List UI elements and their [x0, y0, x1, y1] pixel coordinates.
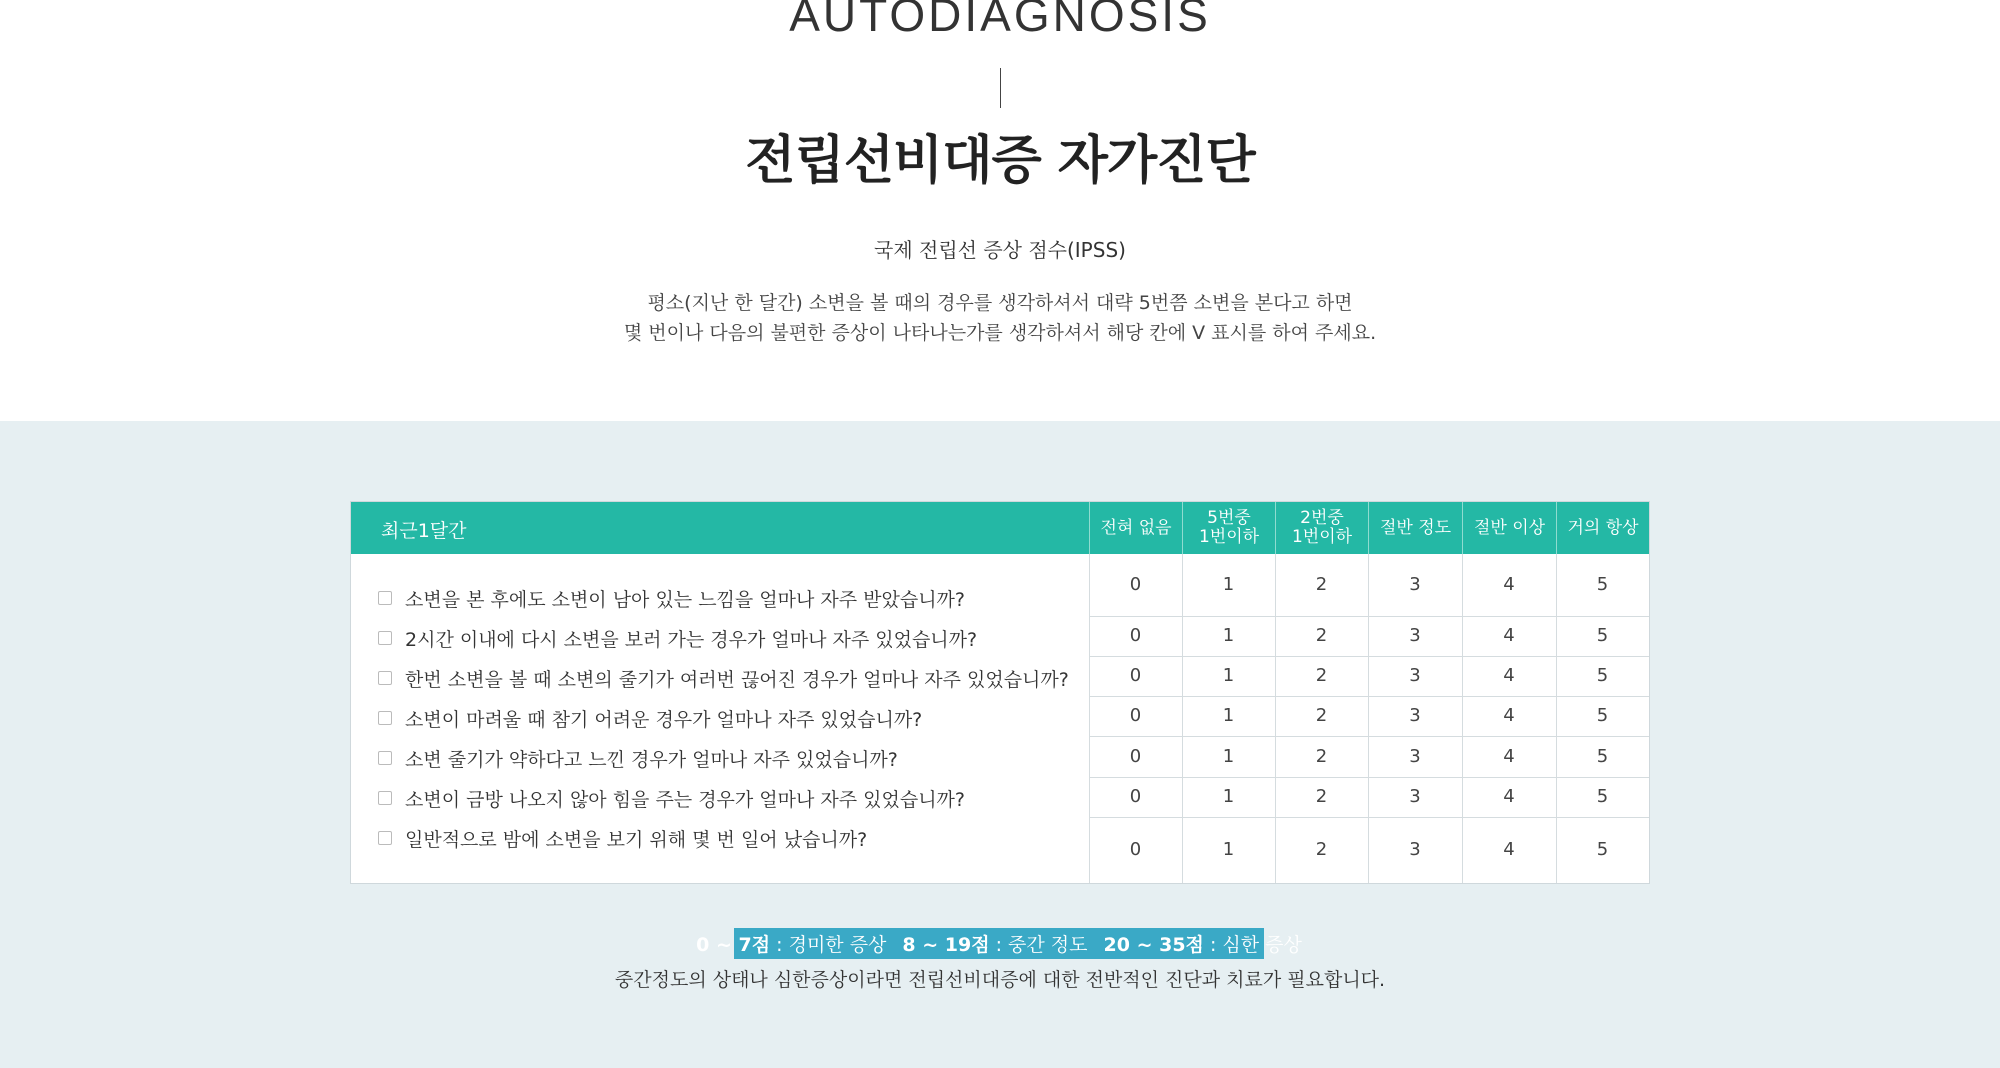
question-checkbox[interactable]: [378, 751, 392, 765]
question-item[interactable]: [378, 623, 977, 653]
score-option[interactable]: 0: [1129, 574, 1142, 595]
legend-mild-range: 0 ~ 7점: [696, 934, 771, 956]
score-option[interactable]: 4: [1503, 745, 1515, 767]
score-option[interactable]: 2: [1315, 625, 1328, 646]
column-header-1: [1182, 502, 1275, 554]
score-option[interactable]: 3: [1409, 665, 1421, 686]
column-header-line1: 절반 정도: [1379, 517, 1452, 538]
score-option[interactable]: 0: [1129, 839, 1142, 860]
column-header-line1: 절반 이상: [1473, 517, 1546, 538]
intro-section: [0, 0, 2000, 421]
question-item[interactable]: [378, 583, 965, 613]
score-option[interactable]: 3: [1409, 839, 1421, 860]
score-option[interactable]: 1: [1222, 625, 1235, 646]
grid-row-line: [1089, 736, 1649, 737]
score-option[interactable]: 2: [1315, 839, 1328, 860]
column-header-5: [1556, 502, 1649, 554]
question-text: 소변을 본 후에도 소변이 남아 있는 느낌을 얼마나 자주 받았습니까?: [405, 588, 965, 611]
column-header-line1: 전혀 없음: [1100, 517, 1172, 538]
question-text: 2시간 이내에 다시 소변을 보러 가는 경우가 얼마나 자주 있었습니까?: [405, 628, 978, 651]
score-option[interactable]: 5: [1596, 665, 1609, 686]
question-item[interactable]: [378, 743, 898, 773]
column-header-label: [1567, 519, 1638, 538]
question-checkbox[interactable]: [378, 791, 392, 805]
question-text: 한번 소변을 볼 때 소변의 줄기가 여러번 끊어진 경우가 얼마나 자주 있었습니까?: [405, 668, 1069, 691]
instructions: [0, 288, 2000, 348]
question-checkbox[interactable]: [378, 631, 392, 645]
question-checkbox[interactable]: [378, 831, 392, 845]
question-checkbox[interactable]: [378, 671, 392, 685]
question-item[interactable]: [378, 663, 1069, 693]
score-option[interactable]: 4: [1503, 705, 1515, 726]
question-text: 소변이 마려울 때 참기 어려운 경우가 얼마나 자주 있었습니까?: [405, 708, 923, 731]
question-list: [351, 554, 1089, 883]
question-text: 소변 줄기가 약하다고 느낀 경우가 얼마나 자주 있었습니까?: [405, 748, 898, 771]
question-item[interactable]: [378, 783, 965, 813]
grid-row-line: [1089, 777, 1649, 778]
score-option[interactable]: 2: [1315, 574, 1328, 595]
score-option[interactable]: 2: [1315, 705, 1328, 726]
score-option[interactable]: 1: [1222, 665, 1235, 686]
score-option[interactable]: 5: [1596, 839, 1609, 860]
legend-severe: [1104, 930, 1302, 957]
divider-line: [1000, 68, 1001, 108]
grid-row-line: [1089, 656, 1649, 657]
column-header-label: [1474, 519, 1545, 538]
ipss-survey-table: [350, 501, 1650, 884]
score-option[interactable]: 2: [1315, 745, 1328, 767]
score-option[interactable]: 1: [1222, 839, 1235, 860]
score-option[interactable]: 0: [1129, 786, 1142, 807]
score-option[interactable]: 0: [1129, 745, 1142, 767]
column-header-line1: 거의 항상: [1567, 517, 1639, 538]
legend-mild: [696, 930, 886, 957]
score-option[interactable]: 5: [1596, 574, 1609, 595]
column-header-label: [1380, 519, 1451, 538]
question-text: 소변이 금방 나오지 않아 힘을 주는 경우가 얼마나 자주 있었습니까?: [405, 788, 965, 811]
page-title: 전립선비대증 자가진단: [745, 131, 1255, 191]
score-option[interactable]: 1: [1222, 574, 1235, 595]
score-option[interactable]: 3: [1409, 786, 1421, 807]
score-option[interactable]: 4: [1503, 786, 1515, 807]
legend-moderate-desc: : 중간 정도: [989, 934, 1088, 956]
score-option[interactable]: 5: [1596, 705, 1609, 726]
legend-footnote: 중간정도의 상태나 심한증상이라면 전립선비대증에 대한 전반적인 진단과 치료가 필요합니다.: [614, 969, 1386, 991]
column-header-line1: 2번중: [1300, 508, 1344, 528]
column-header-3: [1368, 502, 1462, 554]
grid-row-line: [1089, 616, 1649, 617]
score-option[interactable]: 0: [1129, 665, 1142, 686]
column-header-2: [1275, 502, 1368, 554]
survey-header-row: [351, 502, 1649, 554]
instructions-line-2: 몇 번이나 다음의 불편한 증상이 나타나는가를 생각하셔서 해당 칸에 V 표시를 하여 주세요.: [623, 322, 1377, 344]
score-option[interactable]: 2: [1315, 665, 1328, 686]
period-label: 최근1달간: [381, 520, 467, 542]
score-option[interactable]: 5: [1596, 786, 1609, 807]
score-option[interactable]: 1: [1222, 745, 1235, 767]
score-legend: [696, 928, 1302, 959]
instructions-line-1: 평소(지난 한 달간) 소변을 볼 때의 경우를 생각하셔서 대략 5번쯤 소변을 본다고 하면: [647, 292, 1353, 314]
grid-row-line: [1089, 696, 1649, 697]
column-header-line2: 1번이하: [1198, 527, 1260, 547]
score-option[interactable]: 4: [1503, 625, 1515, 646]
column-header-line1: 5번중: [1207, 508, 1251, 528]
legend-moderate-range: 8 ~ 19점: [902, 934, 990, 956]
question-checkbox[interactable]: [378, 591, 392, 605]
score-option[interactable]: 3: [1409, 745, 1421, 767]
score-option[interactable]: 4: [1503, 665, 1515, 686]
eyebrow-text: AUTODIAGNOSIS: [789, 0, 1211, 41]
score-option[interactable]: 3: [1409, 574, 1421, 595]
score-option[interactable]: 5: [1596, 625, 1609, 646]
question-text: 일반적으로 밤에 소변을 보기 위해 몇 번 일어 났습니까?: [405, 828, 868, 851]
column-header-label: [1100, 519, 1171, 538]
column-header-label: [1292, 509, 1352, 547]
legend-severe-desc: : 심한 증상: [1203, 934, 1302, 956]
score-option[interactable]: 3: [1409, 625, 1421, 646]
score-option[interactable]: 2: [1315, 786, 1328, 807]
score-option[interactable]: 4: [1503, 574, 1515, 595]
page-subtitle: 국제 전립선 증상 점수(IPSS): [874, 238, 1126, 262]
score-option[interactable]: 4: [1503, 839, 1515, 860]
legend-severe-range: 20 ~ 35점: [1103, 934, 1204, 956]
column-header-label: [1199, 509, 1259, 547]
question-checkbox[interactable]: [378, 711, 392, 725]
score-option[interactable]: 0: [1129, 625, 1142, 646]
grid-row-line: [1089, 817, 1649, 818]
question-item[interactable]: [378, 823, 867, 853]
question-item[interactable]: [378, 703, 922, 733]
score-option[interactable]: 5: [1596, 745, 1609, 767]
score-option[interactable]: 1: [1222, 705, 1235, 726]
score-option[interactable]: 0: [1129, 705, 1142, 726]
column-header-4: [1462, 502, 1556, 554]
column-header-0: [1089, 502, 1182, 554]
score-option[interactable]: 3: [1409, 705, 1421, 726]
legend-moderate: [902, 930, 1087, 957]
score-option[interactable]: 1: [1222, 786, 1235, 807]
column-header-line2: 1번이하: [1291, 527, 1353, 547]
legend-mild-desc: : 경미한 증상: [770, 934, 887, 956]
